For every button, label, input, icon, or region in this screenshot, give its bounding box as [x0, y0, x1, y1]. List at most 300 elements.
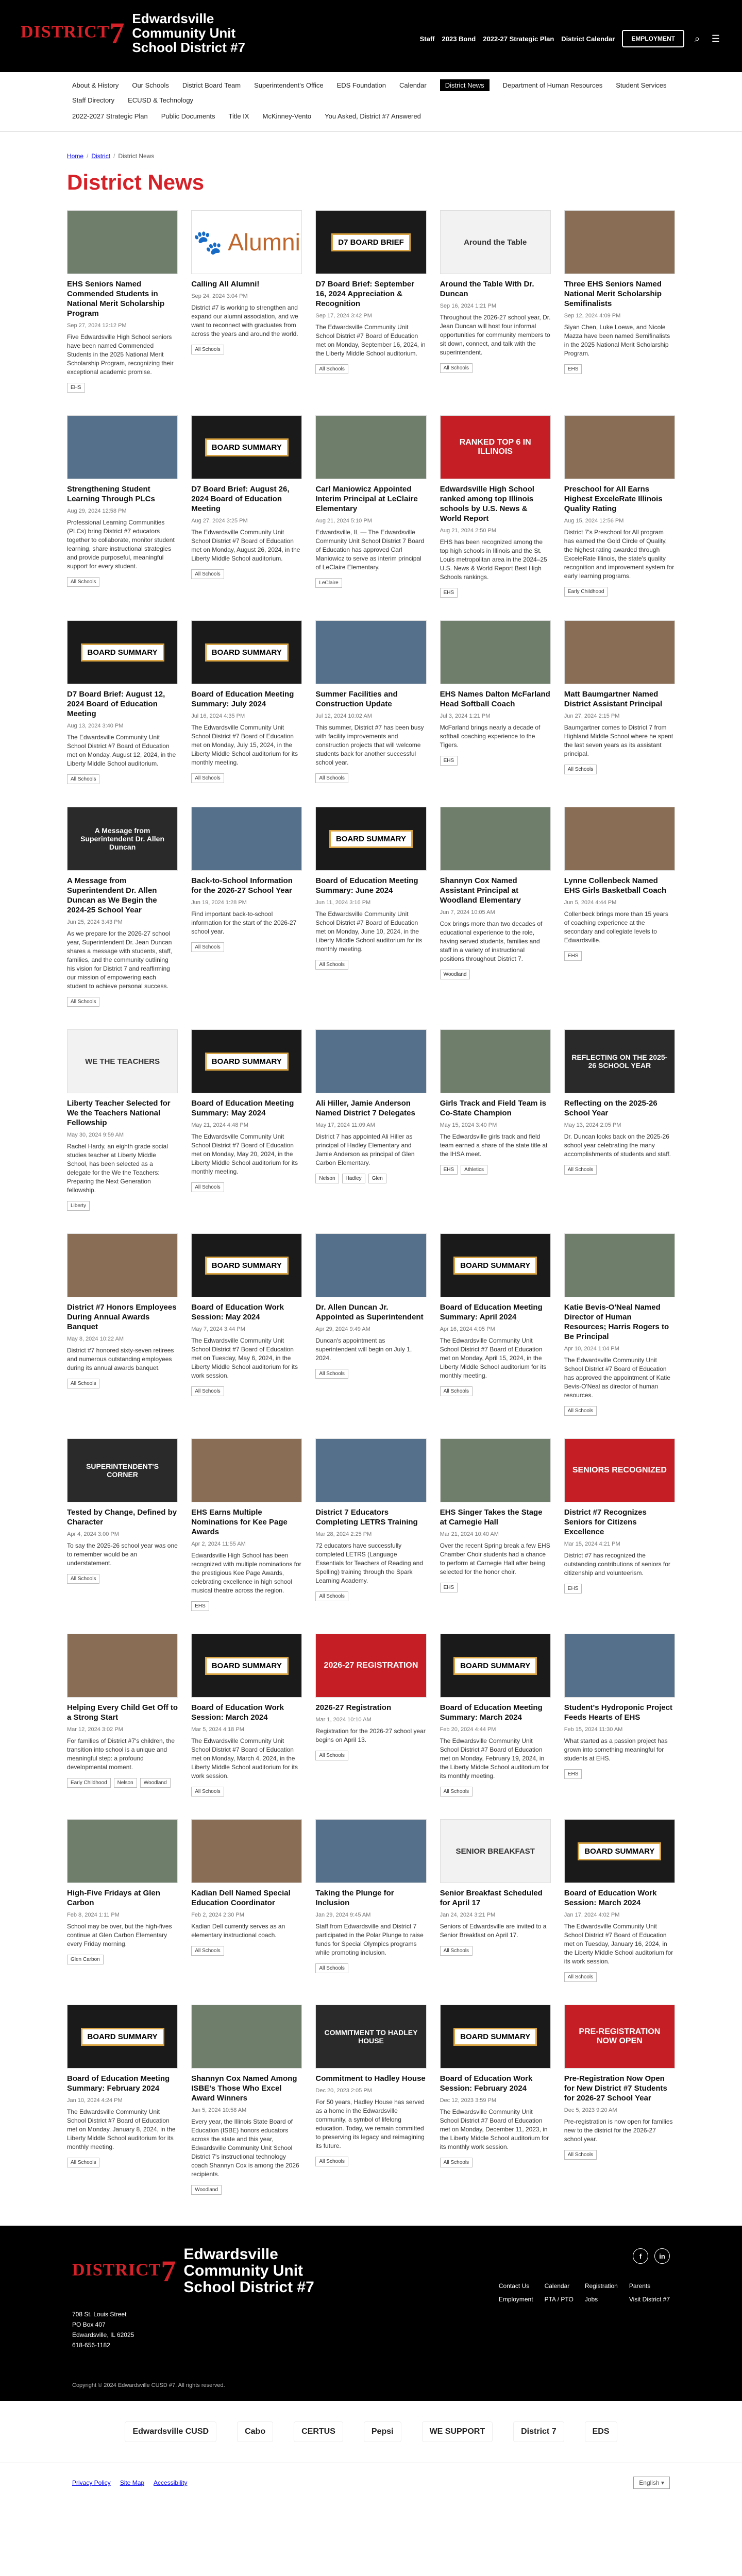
news-card-title[interactable]: Around the Table With Dr. Duncan — [440, 280, 534, 298]
news-card[interactable] — [191, 1438, 302, 1611]
news-card-title[interactable]: Board of Education Work Session: March 2024 — [191, 1703, 284, 1722]
nav-item-staff-directory[interactable]: Staff Directory — [72, 96, 115, 104]
news-card[interactable] — [564, 1233, 675, 1416]
news-card[interactable] — [564, 415, 675, 598]
top-link-bond[interactable]: 2023 Bond — [442, 35, 476, 43]
news-card-title[interactable]: Liberty Teacher Selected for We the Teachers National Fellowship — [67, 1099, 171, 1127]
news-card-tag[interactable]: All Schools — [440, 1787, 473, 1797]
news-card[interactable] — [564, 1819, 675, 1982]
partner-logo-we-support[interactable]: WE SUPPORT — [422, 2421, 493, 2442]
page-title: District News — [67, 170, 205, 194]
nav-item-ecusd-technology[interactable]: ECUSD & Technology — [128, 96, 194, 104]
news-card-image[interactable] — [67, 1819, 178, 1883]
news-card-tag[interactable]: All Schools — [564, 1972, 597, 1982]
linkedin-icon[interactable]: in — [654, 2248, 670, 2264]
news-card-image-caption: BOARD SUMMARY — [205, 1657, 289, 1675]
news-card-title[interactable]: Student's Hydroponic Project Feeds Hearts of EHS — [564, 1703, 673, 1722]
news-card-title[interactable]: Shannyn Cox Named Assistant Principal at Woodland Elementary — [440, 876, 521, 905]
news-card-image-caption: BOARD SUMMARY — [205, 643, 289, 662]
partner-logo-certus[interactable]: CERTUS — [294, 2421, 343, 2442]
partner-logo-district-7[interactable]: District 7 — [513, 2421, 564, 2442]
news-card-image[interactable] — [191, 1029, 302, 1093]
news-card[interactable] — [315, 1438, 426, 1611]
news-card-tag[interactable]: All Schools — [191, 569, 224, 579]
news-card-tag[interactable]: EHS — [564, 951, 582, 961]
news-card-image[interactable] — [440, 1819, 551, 1883]
news-card-tags — [564, 587, 675, 597]
news-card-image-caption: REFLECTING ON THE 2025-26 SCHOOL YEAR — [571, 1053, 668, 1070]
nav-item-mckinney-vento[interactable]: McKinney-Vento — [262, 112, 312, 120]
nav-item-superintendent-s-office[interactable]: Superintendent's Office — [254, 81, 324, 89]
news-card-date: Jan 29, 2024 9:45 AM — [315, 1912, 371, 1918]
news-card[interactable] — [191, 1634, 302, 1797]
top-header — [0, 0, 742, 72]
news-card-image[interactable] — [315, 415, 426, 479]
news-card[interactable] — [564, 1438, 675, 1611]
news-card[interactable] — [315, 210, 426, 393]
news-card[interactable] — [564, 620, 675, 784]
news-card[interactable] — [67, 620, 178, 784]
news-card-title[interactable]: Lynne Collenbeck Named EHS Girls Basketball Coach — [564, 876, 667, 895]
news-card[interactable] — [564, 1634, 675, 1797]
news-card[interactable] — [191, 2005, 302, 2195]
news-card-tag[interactable]: Liberty — [67, 1201, 90, 1211]
news-card-tag[interactable]: All Schools — [315, 1751, 348, 1760]
news-card-summary: The Edwardsville Community Unit School District #7 Board of Education met on Monday, August 12, 2024, in the Liberty Middle School auditorium. — [67, 734, 176, 767]
news-card-tag[interactable]: Glen — [368, 1174, 386, 1183]
news-card-title[interactable]: Board of Education Work Session: February 2024 — [440, 2074, 533, 2093]
nav-item-calendar[interactable]: Calendar — [399, 81, 427, 89]
news-card[interactable] — [67, 807, 178, 1007]
news-card-image[interactable] — [67, 210, 178, 274]
news-card[interactable] — [67, 415, 178, 598]
news-card[interactable] — [67, 1634, 178, 1797]
news-card[interactable] — [67, 1438, 178, 1611]
menu-icon[interactable]: ☰ — [711, 33, 720, 44]
nav-item-district-board-team[interactable]: District Board Team — [182, 81, 241, 89]
news-card-summary: Seniors of Edwardsville are invited to a Senior Breakfast on April 17. — [440, 1923, 547, 1939]
news-card-tag[interactable]: All Schools — [440, 363, 473, 373]
news-card-date: May 7, 2024 3:44 PM — [191, 1326, 245, 1332]
news-card-tag[interactable]: Woodland — [140, 1778, 171, 1788]
news-card-title[interactable]: Back-to-School Information for the 2026-27 School Year — [191, 876, 293, 895]
top-link-calendar[interactable]: District Calendar — [561, 35, 615, 43]
news-card-title[interactable]: Reflecting on the 2025-26 School Year — [564, 1099, 657, 1117]
nav-item-department-of-human-resources[interactable]: Department of Human Resources — [502, 81, 603, 89]
news-card[interactable] — [315, 807, 426, 1007]
news-card-title[interactable]: D7 Board Brief: August 26, 2024 Board of Education Meeting — [191, 485, 290, 513]
main-navigation — [0, 72, 742, 132]
news-card-title[interactable]: Three EHS Seniors Named National Merit Scholarship Semifinalists — [564, 280, 662, 308]
top-link-staff[interactable]: Staff — [419, 35, 435, 43]
news-card-tag[interactable]: All Schools — [191, 1946, 224, 1956]
news-card[interactable] — [440, 1634, 551, 1797]
news-card-image[interactable] — [315, 1438, 426, 1502]
news-card-tag[interactable]: All Schools — [67, 1574, 99, 1584]
news-card-tag[interactable]: All Schools — [191, 1787, 224, 1797]
news-card[interactable] — [315, 1819, 426, 1982]
news-card-image[interactable] — [440, 1029, 551, 1093]
news-card[interactable] — [67, 2005, 178, 2195]
news-card-tag[interactable]: All Schools — [440, 2158, 473, 2167]
news-card-tag[interactable]: All Schools — [67, 1379, 99, 1388]
news-card-title[interactable]: Board of Education Meeting Summary: February 2024 — [67, 2074, 170, 2093]
news-card-tag[interactable]: Hadley — [342, 1174, 365, 1183]
news-card-title[interactable]: Tested by Change, Defined by Character — [67, 1508, 177, 1527]
news-card[interactable] — [191, 807, 302, 1007]
news-card[interactable] — [67, 1029, 178, 1211]
news-card[interactable] — [315, 2005, 426, 2195]
language-selector[interactable]: English ▾ — [633, 2477, 670, 2489]
news-card-image[interactable] — [440, 1438, 551, 1502]
footer-link-jobs[interactable]: Jobs — [584, 2296, 598, 2303]
news-card-image[interactable] — [440, 210, 551, 274]
news-card-date: Mar 1, 2024 10:10 AM — [315, 1717, 372, 1723]
news-card-title[interactable]: Board of Education Meeting Summary: May 2024 — [191, 1099, 294, 1117]
news-card-image-caption: 🐾 Alumni — [193, 228, 300, 256]
news-card-title[interactable]: Katie Bevis-O'Neal Named Director of Human Resources; Harris Rogers to Be Principal — [564, 1303, 669, 1341]
news-card-image[interactable] — [191, 2005, 302, 2069]
news-card-title[interactable]: Girls Track and Field Team is Co-State Champion — [440, 1099, 547, 1117]
nav-item-2022-2027-strategic-plan[interactable]: 2022-2027 Strategic Plan — [72, 112, 148, 120]
news-card-image[interactable] — [440, 1634, 551, 1698]
news-card-image[interactable] — [191, 1634, 302, 1698]
nav-item-about-history[interactable]: About & History — [72, 81, 119, 89]
news-card-summary: Siyan Chen, Luke Loewe, and Nicole Mazza have been named Semifinalists in the 2025 National Merit Scholarship Program. — [564, 324, 670, 357]
news-card-title[interactable]: EHS Singer Takes the Stage at Carnegie Hall — [440, 1508, 543, 1527]
news-card[interactable] — [67, 210, 178, 393]
news-card-tag[interactable]: EHS — [191, 1601, 209, 1611]
news-card[interactable] — [440, 2005, 551, 2195]
news-card-tag[interactable]: Early Childhood — [67, 1778, 111, 1788]
news-card-date: Apr 4, 2024 3:00 PM — [67, 1531, 119, 1537]
partner-logo-eds[interactable]: EDS — [585, 2421, 617, 2442]
news-card-title[interactable]: Board of Education Work Session: May 2024 — [191, 1303, 284, 1321]
news-card-tag[interactable]: All Schools — [67, 2158, 99, 2167]
breadcrumb-separator: / — [87, 152, 89, 160]
news-card-image[interactable] — [315, 210, 426, 274]
news-card-image[interactable] — [67, 1233, 178, 1297]
news-card-title[interactable]: Calling All Alumni! — [191, 280, 260, 289]
news-card-tag[interactable]: EHS — [440, 1165, 458, 1175]
news-card-image-caption: SUPERINTENDENT'S CORNER — [86, 1462, 159, 1479]
news-card-title[interactable]: 2026-27 Registration — [315, 1703, 392, 1712]
news-card-image-caption: BOARD SUMMARY — [205, 1257, 289, 1275]
news-card-image[interactable] — [67, 620, 178, 684]
news-card-title[interactable]: Board of Education Meeting Summary: July 2024 — [191, 690, 294, 708]
news-card-title[interactable]: District 7 Educators Completing LETRS Training — [315, 1508, 418, 1527]
news-card-title[interactable]: Board of Education Meeting Summary: April 2024 — [440, 1303, 543, 1321]
news-card-tag[interactable]: EHS — [440, 1583, 458, 1592]
top-link-strategic-plan[interactable]: 2022-27 Strategic Plan — [483, 35, 554, 43]
news-card-tag[interactable]: LeClaire — [315, 578, 342, 588]
news-card[interactable] — [440, 415, 551, 598]
site-map-link[interactable]: Site Map — [120, 2479, 145, 2486]
footer-link-parents[interactable]: Parents — [629, 2282, 651, 2290]
news-card-tag[interactable]: EHS — [440, 756, 458, 766]
news-card-title[interactable]: High-Five Fridays at Glen Carbon — [67, 1889, 160, 1907]
news-card[interactable] — [191, 210, 302, 393]
news-card-tags — [315, 1591, 426, 1601]
footer-link-contact-us[interactable]: Contact Us — [498, 2282, 530, 2290]
news-card-image[interactable] — [440, 807, 551, 871]
news-card[interactable] — [440, 1438, 551, 1611]
news-card-image[interactable] — [315, 1819, 426, 1883]
news-card-image[interactable] — [67, 1029, 178, 1093]
news-card-tags — [67, 1201, 178, 1211]
news-card-image[interactable] — [564, 1029, 675, 1093]
nav-item-public-documents[interactable]: Public Documents — [161, 112, 215, 120]
news-card[interactable] — [564, 1029, 675, 1211]
news-card-image[interactable] — [67, 1438, 178, 1502]
news-card-image[interactable] — [315, 2005, 426, 2069]
news-card-tag[interactable]: EHS — [440, 588, 458, 598]
news-card-tag[interactable]: EHS — [67, 383, 85, 393]
news-card-title[interactable]: Kadian Dell Named Special Education Coordinator — [191, 1889, 291, 1907]
news-card[interactable] — [67, 1233, 178, 1416]
news-card-image[interactable] — [315, 807, 426, 871]
news-card-image[interactable] — [67, 1634, 178, 1698]
news-card-tag[interactable]: EHS — [564, 1769, 582, 1779]
news-card-image[interactable] — [440, 620, 551, 684]
news-card-tag[interactable]: All Schools — [67, 774, 99, 784]
news-card-image[interactable] — [191, 1233, 302, 1297]
facebook-icon[interactable]: f — [633, 2248, 648, 2264]
news-card-title[interactable]: Senior Breakfast Scheduled for April 17 — [440, 1889, 543, 1907]
footer-link-employment[interactable]: Employment — [498, 2296, 533, 2303]
news-card[interactable] — [191, 415, 302, 598]
news-card[interactable] — [191, 1029, 302, 1211]
news-card-title[interactable]: Helping Every Child Get Off to a Strong Start — [67, 1703, 178, 1722]
news-card-date: Sep 27, 2024 12:12 PM — [67, 323, 127, 329]
news-card-image[interactable] — [191, 1819, 302, 1883]
news-card-title[interactable]: Taking the Plunge for Inclusion — [315, 1889, 394, 1907]
news-card-image[interactable] — [564, 1819, 675, 1883]
search-icon[interactable]: ⌕ — [694, 33, 700, 44]
news-card-tag[interactable]: All Schools — [564, 1406, 597, 1416]
news-card-summary: The Edwardsville Community Unit School District #7 Board of Education met on Monday, September 16, 2024, in the Liberty Middle School auditorium. — [315, 324, 426, 357]
news-card-title[interactable]: D7 Board Brief: August 12, 2024 Board of Education Meeting — [67, 690, 165, 718]
news-card-title[interactable]: A Message from Superintendent Dr. Allen Duncan as We Begin the 2024-25 School Year — [67, 876, 157, 914]
news-card-image[interactable] — [191, 210, 302, 274]
news-card-tag[interactable]: Woodland — [191, 2185, 222, 2195]
news-card-date: Jun 27, 2024 2:15 PM — [564, 713, 620, 719]
news-card-image[interactable] — [564, 415, 675, 479]
partner-logo-edwardsville-cusd[interactable]: Edwardsville CUSD — [125, 2421, 216, 2442]
news-card-tag[interactable]: All Schools — [315, 1369, 348, 1379]
news-card-tag[interactable]: All Schools — [564, 2150, 597, 2160]
news-card[interactable] — [315, 1233, 426, 1416]
nav-row-primary — [72, 79, 670, 106]
news-card-summary: The Edwardsville Community Unit School District #7 Board of Education met on Monday, January 8, 2024, in the Liberty Middle School auditorium for its monthly meeting. — [67, 2108, 176, 2150]
news-card-tag[interactable]: All Schools — [191, 1182, 224, 1192]
news-card-title[interactable]: Board of Education Meeting Summary: June 2024 — [315, 876, 418, 895]
news-card[interactable] — [564, 2005, 675, 2195]
footer-link-visit-district-7[interactable]: Visit District #7 — [629, 2296, 670, 2303]
news-card-title[interactable]: Carl Maniowicz Appointed Interim Principal at LeClaire Elementary — [315, 485, 418, 513]
news-card-image[interactable] — [440, 415, 551, 479]
news-card-tag[interactable]: All Schools — [315, 2157, 348, 2166]
news-card[interactable] — [440, 1819, 551, 1982]
news-card-title[interactable]: Dr. Allen Duncan Jr. Appointed as Superintendent — [315, 1303, 424, 1321]
news-card[interactable] — [564, 210, 675, 393]
news-card-title[interactable]: Strengthening Student Learning Through PLCs — [67, 485, 155, 503]
news-card-title[interactable]: Board of Education Meeting Summary: March 2024 — [440, 1703, 543, 1722]
breadcrumb-district[interactable]: District — [91, 152, 111, 160]
news-card-title[interactable]: D7 Board Brief: September 16, 2024 Appreciation & Recognition — [315, 280, 415, 308]
footer-link-pta-pto[interactable]: PTA / PTO — [544, 2296, 574, 2303]
news-card-tag[interactable]: Nelson — [315, 1174, 339, 1183]
news-card-image[interactable] — [564, 1438, 675, 1502]
news-card-image[interactable] — [191, 415, 302, 479]
news-card-image[interactable] — [564, 210, 675, 274]
news-card-image[interactable] — [191, 807, 302, 871]
news-card[interactable] — [315, 620, 426, 784]
news-card[interactable] — [191, 620, 302, 784]
news-card-image-caption: BOARD SUMMARY — [453, 2028, 537, 2046]
news-card-tag[interactable]: Woodland — [440, 970, 470, 979]
news-card-image-caption: D7 BOARD BRIEF — [331, 233, 411, 251]
news-card-summary: 72 educators have successfully completed LETRS (Language Essentials for Teachers of Reading and Spelling) training through the Spark Learning Academy. — [315, 1542, 423, 1584]
news-card-date: May 21, 2024 4:48 PM — [191, 1122, 248, 1128]
news-card-image[interactable] — [191, 620, 302, 684]
news-card-tag[interactable]: All Schools — [67, 577, 99, 587]
news-card[interactable] — [315, 1634, 426, 1797]
news-card[interactable] — [191, 1233, 302, 1416]
nav-item-our-schools[interactable]: Our Schools — [132, 81, 169, 89]
news-card-date: May 13, 2024 2:05 PM — [564, 1122, 621, 1128]
logo-mark — [21, 16, 125, 50]
news-card-tags — [191, 1787, 302, 1797]
accessibility-link[interactable]: Accessibility — [154, 2479, 188, 2486]
news-card-tag[interactable]: EHS — [564, 1584, 582, 1594]
news-card-image-caption: SENIOR BREAKFAST — [456, 1846, 535, 1856]
news-card-title[interactable]: Shannyn Cox Named Among ISBE's Those Who Excel Award Winners — [191, 2074, 297, 2103]
news-card[interactable] — [564, 807, 675, 1007]
nav-item-eds-foundation[interactable]: EDS Foundation — [336, 81, 386, 89]
news-card-tag[interactable]: Athletics — [461, 1165, 487, 1175]
news-card-image[interactable] — [315, 1634, 426, 1698]
news-card-title[interactable]: EHS Earns Multiple Nominations for Kee Page Awards — [191, 1508, 288, 1536]
nav-item-student-services[interactable]: Student Services — [616, 81, 667, 89]
news-card-tag[interactable]: EHS — [564, 364, 582, 374]
news-card-tag[interactable]: All Schools — [315, 1591, 348, 1601]
news-card-title[interactable]: Board of Education Work Session: March 2024 — [564, 1889, 657, 1907]
news-card-tag[interactable]: All Schools — [191, 773, 224, 783]
news-card-summary: District 7's Preschool for All program has earned the Gold Circle of Quality, the highest rating awarded through ExceleRate Illinois, the state's quality recognition and improvement system for early learning programs. — [564, 529, 674, 580]
news-card-image[interactable] — [67, 807, 178, 871]
footer-logo-line-2: Community Unit — [183, 2262, 303, 2279]
news-card-title[interactable]: Matt Baumgartner Named District Assistant Principal — [564, 690, 663, 708]
news-card-title[interactable]: Preschool for All Earns Highest ExceleRate Illinois Quality Rating — [564, 485, 663, 513]
news-card-tag[interactable]: All Schools — [315, 773, 348, 783]
news-card-image[interactable] — [440, 2005, 551, 2069]
news-card-title[interactable]: Commitment to Hadley House — [315, 2074, 426, 2083]
footer-phone[interactable]: 618-656-1182 — [72, 2342, 110, 2349]
news-card[interactable] — [440, 1233, 551, 1416]
news-card-tag[interactable]: All Schools — [315, 364, 348, 374]
news-card-title[interactable]: EHS Seniors Named Commended Students in National Merit Scholarship Program — [67, 280, 165, 318]
news-card-title[interactable]: District #7 Honors Employees During Annual Awards Banquet — [67, 1303, 177, 1331]
news-card-tag[interactable]: All Schools — [67, 997, 99, 1007]
address-line-2: PO Box 407 — [72, 2321, 106, 2328]
news-card[interactable] — [440, 620, 551, 784]
news-card-image[interactable] — [315, 1233, 426, 1297]
news-card-title[interactable]: District #7 Recognizes Seniors for Citizens Excellence — [564, 1508, 647, 1536]
news-card-title[interactable]: Summer Facilities and Construction Update — [315, 690, 398, 708]
news-card-tags — [67, 383, 178, 393]
employment-button[interactable]: EMPLOYMENT — [622, 30, 684, 47]
news-card-image[interactable] — [564, 807, 675, 871]
news-card-tag[interactable]: All Schools — [191, 345, 224, 354]
news-card-tag[interactable]: All Schools — [564, 1165, 597, 1175]
news-card-date: Mar 21, 2024 10:40 AM — [440, 1531, 499, 1537]
news-card-tag[interactable]: Early Childhood — [564, 587, 608, 597]
footer-link-calendar[interactable]: Calendar — [544, 2282, 570, 2290]
footer-link-registration[interactable]: Registration — [584, 2282, 618, 2290]
breadcrumb-home[interactable]: Home — [67, 152, 84, 160]
news-card-tag[interactable]: All Schools — [440, 1946, 473, 1956]
footer-logo-mark-text: DISTRICT — [72, 2260, 161, 2279]
nav-item-you-asked-district-7-answered[interactable]: You Asked, District #7 Answered — [325, 112, 421, 120]
news-card-title[interactable]: Pre-Registration Now Open for New District #7 Students for 2026-27 School Year — [564, 2074, 667, 2103]
news-card-summary: Throughout the 2026-27 school year, Dr. Jean Duncan will host four informal opportunities for community members to sit down, connect, and talk with the superintendent. — [440, 314, 551, 356]
news-card-image[interactable] — [191, 1438, 302, 1502]
nav-item-title-ix[interactable]: Title IX — [228, 112, 249, 120]
news-card[interactable] — [67, 1819, 178, 1982]
partner-logo-pepsi[interactable]: Pepsi — [364, 2421, 401, 2442]
news-card-image[interactable] — [67, 2005, 178, 2069]
news-card-tags — [67, 2158, 178, 2167]
news-card-summary: The Edwardsville Community Unit School District #7 Board of Education met on Tuesday, January 16, 2024, in the Liberty Middle School auditorium for its work session. — [564, 1923, 673, 1965]
nav-item-district-news[interactable]: District News — [440, 79, 490, 91]
news-card-image[interactable] — [564, 1634, 675, 1698]
news-card-tag[interactable]: All Schools — [440, 1386, 473, 1396]
news-card-image[interactable] — [315, 620, 426, 684]
partner-logo-cabo[interactable]: Cabo — [237, 2421, 273, 2442]
news-card-image[interactable] — [440, 1233, 551, 1297]
news-card-image[interactable] — [564, 1233, 675, 1297]
news-card-tag[interactable]: All Schools — [315, 960, 348, 970]
news-card-title[interactable]: Ali Hiller, Jamie Anderson Named District 7 Delegates — [315, 1099, 415, 1117]
news-card-tag[interactable]: All Schools — [315, 1963, 348, 1973]
news-card-image[interactable] — [564, 2005, 675, 2069]
news-card-tag[interactable]: All Schools — [191, 1386, 224, 1396]
privacy-policy-link[interactable]: Privacy Policy — [72, 2479, 111, 2486]
news-card-date: Aug 13, 2024 3:40 PM — [67, 723, 124, 729]
news-card-tag[interactable]: Nelson — [114, 1778, 137, 1788]
news-card-image[interactable] — [564, 620, 675, 684]
news-card[interactable] — [440, 807, 551, 1007]
news-card-summary: As we prepare for the 2026-27 school year, Superintendent Dr. Jean Duncan shares a message with students, staff, families, and the community outlining his vision for District 7 and reaffirming our mission of empowering each student to achieve personal success. — [67, 930, 172, 990]
news-card-image[interactable] — [67, 415, 178, 479]
news-card-summary: Kadian Dell currently serves as an elementary instructional coach. — [191, 1923, 285, 1939]
news-card-tag[interactable]: Glen Carbon — [67, 1955, 104, 1964]
news-card-tag[interactable]: All Schools — [564, 765, 597, 774]
news-card[interactable] — [315, 1029, 426, 1211]
news-card-summary: The Edwardsville Community Unit School District #7 Board of Education met on Tuesday, May 6, 2024, in the Liberty Middle School auditorium for its work session. — [191, 1337, 298, 1379]
news-card[interactable] — [315, 415, 426, 598]
news-card[interactable] — [440, 1029, 551, 1211]
news-card-tag[interactable]: All Schools — [191, 942, 224, 952]
news-card-image[interactable] — [315, 1029, 426, 1093]
news-card[interactable] — [440, 210, 551, 393]
district-logo[interactable] — [21, 11, 245, 55]
news-card-date: Mar 28, 2024 2:25 PM — [315, 1531, 372, 1537]
news-card-title[interactable]: Edwardsville High School ranked among top Illinois schools by U.S. News & World Report — [440, 485, 534, 523]
news-card-title[interactable]: EHS Names Dalton McFarland Head Softball Coach — [440, 690, 550, 708]
news-card[interactable] — [191, 1819, 302, 1982]
